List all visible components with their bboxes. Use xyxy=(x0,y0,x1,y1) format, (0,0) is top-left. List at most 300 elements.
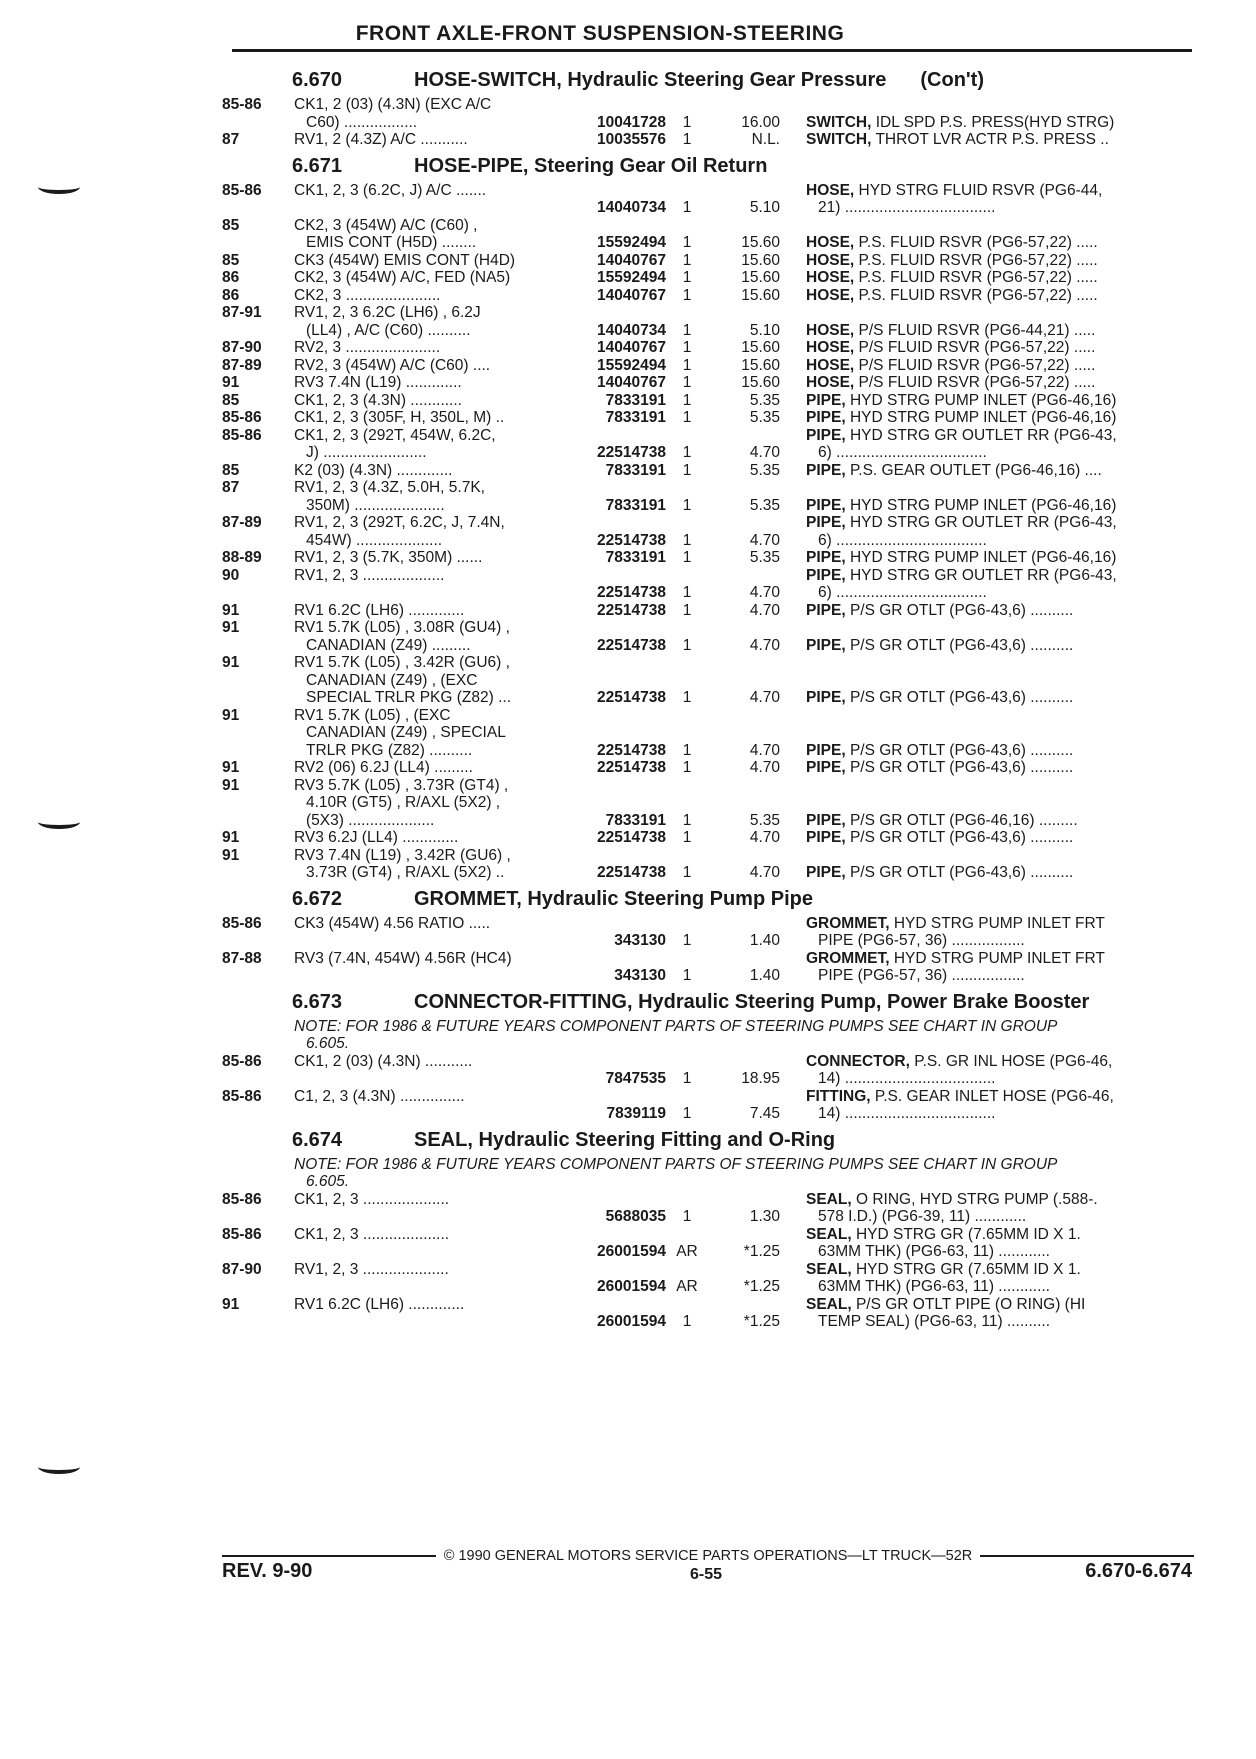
model-year: 85-86 xyxy=(222,1225,262,1243)
part-description xyxy=(806,497,1194,515)
section-2 xyxy=(222,883,1194,985)
part-detail: HYD STRG PUMP INLET FRT xyxy=(889,914,1105,932)
application-line: RV3 (7.4N, 454W) 4.56R (HC4) xyxy=(294,949,512,967)
quantity: 1 xyxy=(682,391,692,409)
part-name: PIPE, xyxy=(806,759,846,776)
application-description xyxy=(294,427,576,462)
part-description xyxy=(806,392,1194,410)
part-number: 26001594 xyxy=(597,1313,666,1330)
part-detail: HYD STRG GR (7.65MM ID X 1. xyxy=(851,1225,1081,1243)
section-title xyxy=(414,64,886,96)
model-year: 91 xyxy=(222,706,240,724)
quantity: AR xyxy=(676,1278,698,1295)
footer-rule-left xyxy=(222,1555,436,1557)
part-row xyxy=(222,304,1194,339)
application-line: CK1, 2, 3 (4.3N) ............ xyxy=(294,391,462,409)
part-name: HOSE, xyxy=(806,269,855,286)
part-description-line xyxy=(806,549,1194,567)
application-line: RV1 6.2C (LH6) ............. xyxy=(294,601,465,619)
page-title: FRONT AXLE-FRONT SUSPENSION-STEERING xyxy=(355,22,845,45)
application-line: (LL4) , A/C (C60) .......... xyxy=(306,321,471,339)
quantity: 1 xyxy=(682,234,692,251)
application-line: RV1, 2, 3 (4.3Z, 5.0H, 5.7K, xyxy=(294,479,485,496)
model-year: 90 xyxy=(222,566,240,584)
part-description xyxy=(806,1296,1194,1331)
section-title xyxy=(414,150,767,182)
part-description xyxy=(806,374,1194,392)
part-detail: P.S. FLUID RSVR (PG6-57,22) ..... xyxy=(854,269,1098,286)
application-description xyxy=(294,462,576,480)
part-row xyxy=(222,374,1194,392)
application-line: RV3 7.4N (L19) ............. xyxy=(294,374,462,391)
part-row xyxy=(222,1053,1194,1088)
part-description-line xyxy=(806,182,1194,200)
part-name: HOSE, xyxy=(806,356,855,374)
part-description-line xyxy=(806,742,1194,760)
price: 4.70 xyxy=(749,444,780,461)
part-number: 343130 xyxy=(614,932,666,949)
quantity: 1 xyxy=(682,461,692,479)
part-row xyxy=(222,1261,1194,1296)
section-note: NOTE: FOR 1986 & FUTURE YEARS COMPONENT PARTS OF STEERING PUMPS SEE CHART IN GROUP xyxy=(294,1155,1058,1173)
section-title-keyword: CONNECTOR-FITTING, xyxy=(414,990,633,1013)
part-number: 7833191 xyxy=(605,549,666,566)
margin-mark xyxy=(38,815,80,829)
part-description-line xyxy=(806,567,1194,585)
part-detail: P/S GR OTLT (PG6-43,6) .......... xyxy=(845,689,1074,706)
part-number: 14040734 xyxy=(597,199,666,216)
price: 5.35 xyxy=(749,391,780,409)
part-name: PIPE, xyxy=(806,689,846,706)
model-year: 86 xyxy=(222,286,240,304)
section-number: 6.673 xyxy=(292,990,343,1013)
application-line: RV2 (06) 6.2J (LL4) ......... xyxy=(294,759,473,776)
quantity: 1 xyxy=(682,113,692,131)
part-description xyxy=(806,234,1194,252)
part-row xyxy=(222,915,1194,950)
part-detail: IDL SPD P.S. PRESS(HYD STRG) xyxy=(871,113,1115,131)
part-row xyxy=(222,847,1194,882)
quantity: 1 xyxy=(682,829,692,846)
application-line: CK3 (454W) EMIS CONT (H4D) xyxy=(294,251,516,269)
quantity: 1 xyxy=(682,531,692,549)
part-number: 15592494 xyxy=(597,234,666,251)
part-detail: P.S. FLUID RSVR (PG6-57,22) ..... xyxy=(854,251,1098,269)
application-description xyxy=(294,1296,576,1331)
application-description xyxy=(294,602,576,620)
section-title-text: Steering Gear Oil Return xyxy=(528,154,768,177)
part-number: 7833191 xyxy=(605,409,666,426)
part-description xyxy=(806,915,1194,950)
quantity: 1 xyxy=(682,932,692,949)
application-line: C60) ................. xyxy=(306,113,418,131)
quantity: AR xyxy=(676,1243,698,1260)
part-description-line xyxy=(806,357,1194,375)
part-detail: HYD STRG GR OUTLET RR (PG6-43, xyxy=(845,426,1117,444)
price: 4.70 xyxy=(749,864,780,881)
section-0 xyxy=(222,64,1194,149)
application-line: CK1, 2, 3 (6.2C, J) A/C ....... xyxy=(294,181,487,199)
part-row xyxy=(222,707,1194,760)
price: 4.70 xyxy=(749,584,780,601)
quantity: 1 xyxy=(682,444,692,461)
price: 16.00 xyxy=(741,113,780,131)
application-line: RV3 7.4N (L19) , 3.42R (GU6) , xyxy=(294,846,511,864)
part-row xyxy=(222,567,1194,602)
quantity: 1 xyxy=(682,251,692,269)
application-line: TRLR PKG (Z82) .......... xyxy=(306,741,473,759)
part-description-line xyxy=(806,427,1194,445)
section-title-text: Hydraulic Steering Pump, Power Brake Booster xyxy=(632,990,1090,1013)
part-name: SEAL, xyxy=(806,1295,852,1313)
quantity: 1 xyxy=(682,1070,692,1087)
application-line: K2 (03) (4.3N) ............. xyxy=(294,461,453,479)
application-line: 350M) ..................... xyxy=(306,496,445,514)
section-title-text: Hydraulic Steering Fitting and O-Ring xyxy=(472,1128,836,1151)
part-number: 14040767 xyxy=(597,374,666,391)
part-description-line xyxy=(806,759,1194,777)
application-description xyxy=(294,829,576,847)
price: 4.70 xyxy=(749,689,780,706)
price: 15.60 xyxy=(741,286,780,304)
part-description xyxy=(806,462,1194,480)
price: *1.25 xyxy=(743,1278,780,1295)
part-number: 26001594 xyxy=(597,1243,666,1260)
application-line: CK1, 2, 3 (305F, H, 350L, M) .. xyxy=(294,409,505,426)
part-description xyxy=(806,114,1194,132)
application-line: RV2, 3 ...................... xyxy=(294,339,441,356)
application-line: RV1, 2, 3 (292T, 6.2C, J, 7.4N, xyxy=(294,514,505,531)
part-detail: P/S GR OTLT (PG6-43,6) .......... xyxy=(845,741,1074,759)
quantity: 1 xyxy=(682,967,692,984)
part-row xyxy=(222,777,1194,830)
part-name: PIPE, xyxy=(806,864,846,881)
part-row xyxy=(222,217,1194,252)
quantity: 1 xyxy=(682,549,692,566)
part-name: HOSE, xyxy=(806,339,855,356)
margin-mark xyxy=(38,1460,80,1474)
model-year: 87 xyxy=(222,479,240,496)
application-line: EMIS CONT (H5D) ........ xyxy=(306,234,477,251)
section-continued: (Con't) xyxy=(920,69,984,91)
application-description xyxy=(294,96,576,131)
price: 1.40 xyxy=(749,967,780,984)
part-number: 7833191 xyxy=(605,391,666,409)
application-line: CK2, 3 (454W) A/C, FED (NA5) xyxy=(294,269,511,286)
application-line: RV1, 2, 3 6.2C (LH6) , 6.2J xyxy=(294,304,481,321)
part-description xyxy=(806,409,1194,427)
part-description-line xyxy=(806,269,1194,287)
part-description-line: 63MM THK) (PG6-63, 11) ............ xyxy=(818,1243,1050,1260)
part-row xyxy=(222,96,1194,131)
part-detail: P/S FLUID RSVR (PG6-44,21) ..... xyxy=(854,321,1096,339)
application-line: RV3 5.7K (L05) , 3.73R (GT4) , xyxy=(294,776,509,794)
part-name: PIPE, xyxy=(806,409,846,426)
part-number: 22514738 xyxy=(597,584,666,601)
part-description xyxy=(806,864,1194,882)
part-name: PIPE, xyxy=(806,426,846,444)
part-description-line xyxy=(806,131,1194,149)
part-description-line: 578 I.D.) (PG6-39, 11) ............ xyxy=(818,1208,1027,1225)
part-row xyxy=(222,1191,1194,1226)
section-title-keyword: HOSE-PIPE, xyxy=(414,154,529,177)
part-name: HOSE, xyxy=(806,251,855,269)
section-note: 6.605. xyxy=(306,1035,350,1052)
part-detail: P.S. GR INL HOSE (PG6-46, xyxy=(909,1052,1113,1070)
model-year: 85-86 xyxy=(222,1190,262,1208)
application-description xyxy=(294,549,576,567)
part-name: PIPE, xyxy=(806,811,846,829)
price: 1.40 xyxy=(749,932,780,949)
parts-catalog-content xyxy=(222,64,1194,1332)
section-number: 6.672 xyxy=(292,887,343,910)
part-row xyxy=(222,549,1194,567)
quantity: 1 xyxy=(682,409,692,426)
price: N.L. xyxy=(751,131,780,148)
part-description xyxy=(806,1053,1194,1088)
section-3 xyxy=(222,986,1194,1123)
part-row xyxy=(222,654,1194,707)
application-line: 454W) .................... xyxy=(306,531,443,549)
footer-copyright: © 1990 GENERAL MOTORS SERVICE PARTS OPERATIONS—LT TRUCK—52R xyxy=(443,1548,973,1564)
price: 5.35 xyxy=(749,461,780,479)
application-line: RV1, 2, 3 ................... xyxy=(294,566,445,584)
application-description xyxy=(294,479,576,514)
part-number: 7833191 xyxy=(605,496,666,514)
part-number: 10041728 xyxy=(597,113,666,131)
part-detail: P/S FLUID RSVR (PG6-57,22) ..... xyxy=(854,374,1096,391)
part-description xyxy=(806,567,1194,602)
part-detail: P/S GR OTLT (PG6-46,16) ......... xyxy=(845,811,1078,829)
part-name: GROMMET, xyxy=(806,949,890,967)
part-row xyxy=(222,1296,1194,1331)
part-detail: P/S GR OTLT (PG6-43,6) .......... xyxy=(845,864,1074,881)
part-detail: THROT LVR ACTR P.S. PRESS .. xyxy=(871,131,1109,148)
part-number: 7833191 xyxy=(605,461,666,479)
price: 4.70 xyxy=(749,741,780,759)
model-year: 85-86 xyxy=(222,914,262,932)
section-title-text: Hydraulic Steering Gear Pressure xyxy=(561,69,887,91)
price: 5.10 xyxy=(749,199,780,216)
part-description-line xyxy=(806,1053,1194,1071)
application-line: CK3 (454W) 4.56 RATIO ..... xyxy=(294,914,491,932)
section-1 xyxy=(222,150,1194,882)
section-4 xyxy=(222,1124,1194,1331)
quantity: 1 xyxy=(682,601,692,619)
part-detail: HYD STRG PUMP INLET (PG6-46,16) xyxy=(845,409,1117,426)
part-description-line xyxy=(806,252,1194,270)
part-description-line xyxy=(806,462,1194,480)
section-title xyxy=(414,883,813,915)
part-description xyxy=(806,689,1194,707)
part-description-line xyxy=(806,497,1194,515)
quantity: 1 xyxy=(682,199,692,216)
part-description-line xyxy=(806,339,1194,357)
application-line: RV2, 3 (454W) A/C (C60) .... xyxy=(294,356,491,374)
quantity: 1 xyxy=(682,1313,692,1330)
part-row xyxy=(222,269,1194,287)
part-description-line xyxy=(806,409,1194,427)
model-year: 87-88 xyxy=(222,949,262,967)
part-description xyxy=(806,759,1194,777)
part-description xyxy=(806,252,1194,270)
application-line: 4.10R (GT5) , R/AXL (5X2) , xyxy=(306,794,501,811)
application-line: C1, 2, 3 (4.3N) ............... xyxy=(294,1087,465,1105)
quantity: 1 xyxy=(682,286,692,304)
page-number: 6-55 xyxy=(690,1566,723,1583)
quantity: 1 xyxy=(682,636,692,654)
price: 4.70 xyxy=(749,829,780,846)
part-description-line: PIPE (PG6-57, 36) ................. xyxy=(818,967,1025,984)
part-row xyxy=(222,759,1194,777)
part-description-line: PIPE (PG6-57, 36) ................. xyxy=(818,932,1025,949)
part-name: HOSE, xyxy=(806,181,855,199)
part-number: 22514738 xyxy=(597,759,666,776)
quantity: 1 xyxy=(682,321,692,339)
application-line: CANADIAN (Z49) , (EXC xyxy=(306,671,478,689)
price: 4.70 xyxy=(749,601,780,619)
margin-mark xyxy=(38,180,80,194)
part-description xyxy=(806,1088,1194,1123)
part-name: PIPE, xyxy=(806,741,846,759)
part-number: 22514738 xyxy=(597,636,666,654)
model-year: 91 xyxy=(222,829,240,846)
application-description xyxy=(294,514,576,549)
application-line: SPECIAL TRLR PKG (Z82) ... xyxy=(306,689,512,706)
part-detail: HYD STRG GR OUTLET RR (PG6-43, xyxy=(845,566,1117,584)
price: 4.70 xyxy=(749,636,780,654)
application-line: CK1, 2, 3 .................... xyxy=(294,1225,450,1243)
model-year: 85-86 xyxy=(222,96,262,113)
part-detail: HYD STRG FLUID RSVR (PG6-44, xyxy=(854,181,1103,199)
part-name: PIPE, xyxy=(806,636,846,654)
application-description xyxy=(294,374,576,392)
price: *1.25 xyxy=(743,1313,780,1330)
quantity: 1 xyxy=(682,759,692,776)
part-number: 22514738 xyxy=(597,601,666,619)
title-rule xyxy=(232,49,1192,52)
model-year: 86 xyxy=(222,269,240,286)
part-detail: P/S GR OTLT (PG6-43,6) .......... xyxy=(845,759,1074,776)
part-description-line xyxy=(806,392,1194,410)
part-row xyxy=(222,1088,1194,1123)
quantity: 1 xyxy=(682,374,692,391)
part-description-line: 6) ................................... xyxy=(818,531,987,549)
part-row xyxy=(222,252,1194,270)
application-description xyxy=(294,304,576,339)
part-number: 343130 xyxy=(614,967,666,984)
section-range: 6.670-6.674 xyxy=(1085,1560,1192,1582)
application-description xyxy=(294,654,576,707)
part-name: HOSE, xyxy=(806,234,855,251)
price: 1.30 xyxy=(749,1208,780,1225)
part-row xyxy=(222,287,1194,305)
price: 15.60 xyxy=(741,251,780,269)
part-detail: O RING, HYD STRG PUMP (.588-. xyxy=(851,1190,1098,1208)
part-row xyxy=(222,479,1194,514)
section-number: 6.670 xyxy=(292,69,343,91)
part-description xyxy=(806,427,1194,462)
part-description-line xyxy=(806,1088,1194,1106)
part-name: PIPE, xyxy=(806,391,846,409)
application-description xyxy=(294,777,576,830)
part-name: PIPE, xyxy=(806,566,846,584)
application-description xyxy=(294,339,576,357)
quantity: 1 xyxy=(682,131,692,148)
model-year: 91 xyxy=(222,759,240,776)
part-description xyxy=(806,514,1194,549)
section-title-keyword: HOSE-SWITCH, xyxy=(414,69,562,91)
part-row xyxy=(222,339,1194,357)
part-description-line xyxy=(806,602,1194,620)
part-row xyxy=(222,182,1194,217)
part-number: 14040767 xyxy=(597,339,666,356)
part-description xyxy=(806,549,1194,567)
price: *1.25 xyxy=(743,1243,780,1260)
quantity: 1 xyxy=(682,496,692,514)
application-description xyxy=(294,915,576,950)
price: 15.60 xyxy=(741,234,780,251)
model-year: 88-89 xyxy=(222,549,262,566)
part-number: 22514738 xyxy=(597,829,666,846)
application-description xyxy=(294,182,576,217)
model-year: 85 xyxy=(222,216,240,234)
part-number: 7839119 xyxy=(606,1105,666,1122)
part-number: 22514738 xyxy=(597,864,666,881)
part-description xyxy=(806,131,1194,149)
part-description-line xyxy=(806,950,1194,968)
price: 7.45 xyxy=(749,1105,780,1122)
part-description-line xyxy=(806,322,1194,340)
part-description-line: 21) ................................... xyxy=(818,199,996,216)
part-description-line xyxy=(806,689,1194,707)
part-detail: HYD STRG GR (7.65MM ID X 1. xyxy=(851,1260,1081,1278)
part-row xyxy=(222,602,1194,620)
price: 15.60 xyxy=(741,356,780,374)
section-heading xyxy=(292,986,1194,1018)
part-description-line xyxy=(806,1226,1194,1244)
part-description xyxy=(806,812,1194,830)
part-number: 14040767 xyxy=(597,286,666,304)
part-description-line xyxy=(806,114,1194,132)
part-number: 22514738 xyxy=(597,689,666,706)
part-detail: HYD STRG PUMP INLET (PG6-46,16) xyxy=(845,549,1117,566)
part-description xyxy=(806,182,1194,217)
part-row xyxy=(222,462,1194,480)
application-description xyxy=(294,759,576,777)
part-detail: P/S GR OTLT (PG6-43,6) .......... xyxy=(845,636,1074,654)
model-year: 91 xyxy=(222,374,240,391)
application-line: CANADIAN (Z49) ......... xyxy=(306,636,471,654)
application-line: CK1, 2, 3 (292T, 454W, 6.2C, xyxy=(294,426,496,444)
part-name: HOSE, xyxy=(806,286,855,304)
part-name: CONNECTOR, xyxy=(806,1052,910,1070)
quantity: 1 xyxy=(682,864,692,881)
part-name: SEAL, xyxy=(806,1225,852,1243)
part-description-line xyxy=(806,287,1194,305)
part-detail: P/S FLUID RSVR (PG6-57,22) ..... xyxy=(854,339,1096,356)
part-description xyxy=(806,322,1194,340)
part-description xyxy=(806,287,1194,305)
part-number: 10035576 xyxy=(597,131,666,148)
section-title-keyword: SEAL, xyxy=(414,1128,473,1151)
application-description xyxy=(294,950,576,985)
part-name: SEAL, xyxy=(806,1190,852,1208)
part-detail: P/S GR OTLT (PG6-43,6) .......... xyxy=(845,601,1074,619)
model-year: 91 xyxy=(222,1295,240,1313)
section-note: 6.605. xyxy=(306,1173,350,1190)
application-description xyxy=(294,1088,576,1123)
